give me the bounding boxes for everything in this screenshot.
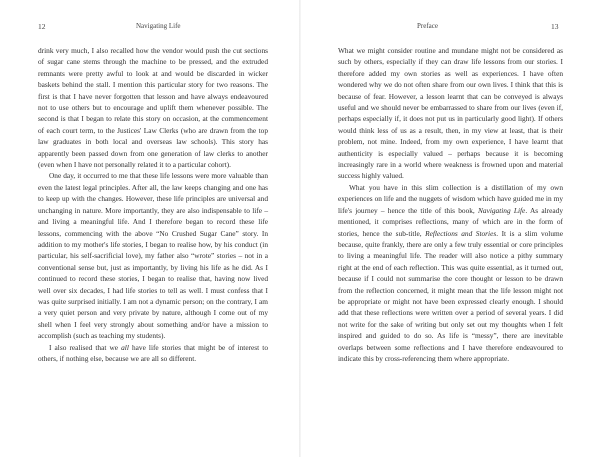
paragraph: One day, it occurred to me that these life lessons were more valuable than even the latest legal principles. After all, the law keeps changing and one has to keep up with the changes. However, these life principles are universal and unchanging in nature. More importantly, they are also indispensable to life – and living a meaningful life. And I therefore began to record these life lessons, commencing with the above “No Crushed Sugar Cane” story. In addition to my mother's life stories, I began to realise how, by his conduct (in particular, his self-sacrificial love), my father also “wrote” stories – not in a conventional sense but, just as importantly, by living his life as he did. As I continued to record these stories, I began to realise that, having now lived well over six decades, I had life stories to tell as well. I must confess that I was quite surprised initially. I am not a dynamic person; on the contrary, I am a very quiet person and very private by nature, although I come out of my shell when I feel very strongly about something and/or have a mission to accomplish (such as teaching my students). (38, 171, 268, 341)
paragraph: What we might consider routine and mundane might not be considered as such by others, especially if they can draw life lessons from our stories. I therefore added my own stories as well as experiences. I have often wondered why we do not often share from our own lives. I think that this is because of fear. However, a lesson learnt that can be conveyed is always useful and we should never be embarrassed to share from our lives (even if, perhaps especially if, it does not put us in particularly good light). If others would think less of us as a result, then, in my view at least, that is their problem, not mine. Indeed, from my own experience, I have learnt that authenticity is especially valued – perhaps because it is becoming increasingly rare in a world where weakness is frowned upon and material success highly valued. (338, 46, 563, 181)
paragraph: drink very much, I also recalled how the vendor would push the cut sections of sugar cane stems through the machine to be pressed, and the extruded remnants were pretty awful to look at and would be discarded in wicker baskets behind the stall. I mention this particular story for two reasons. The first is that I have never forgotten that lesson and have always endeavoured not to use others but to encourage and uplift them whenever possible. The second is that I began to relate this story on occasion, at the commencement of each court term, to the Justices' Law Clerks (who are drawn from the top law graduates in both local and overseas law schools). This story has apparently been passed down from one generation of law clerks to another (even when I have not personally related it to a particular cohort). (38, 46, 268, 170)
left-running-title: Navigating Life (136, 22, 181, 30)
right-page-number: 13 (551, 22, 559, 31)
right-page-body (338, 45, 563, 364)
right-page (300, 0, 600, 457)
left-page-number: 12 (38, 22, 46, 31)
paragraph: What you have in this slim collection is a distillation of my own experiences on life and the nuggets of wisdom which have guided me in my life's journey – hence the title of this book, Navigating Life. As already mentioned, it comprises reflections, many of which are in the form of stories, hence the sub-title, Reflections and Stories. It is a slim volume because, quite frankly, there are only a few truly essential or core principles to living a meaningful life. The reader will also notice a pithy summary right at the end of each reflection. This was quite essential, as it turned out, because if I could not summarise the core thought or lesson to be drawn from the reflection concerned, it might mean that the life lesson might not be appropriate or might not have been expressed clearly enough. I should add that these reflections were written over a period of several years. I did not write for the sake of writing but only set out my thoughts when I felt inspired and guided to do so. As life is “messy”, there are inevitable overlaps between some reflections and I have therefore endeavoured to indicate this by cross-referencing them where appropriate. (338, 182, 563, 363)
left-page-body (38, 45, 268, 364)
paragraph: I also realised that we all have life stories that might be of interest to others, if nothing else, because we are all so different. (38, 342, 268, 363)
right-running-title: Preface (417, 22, 438, 30)
